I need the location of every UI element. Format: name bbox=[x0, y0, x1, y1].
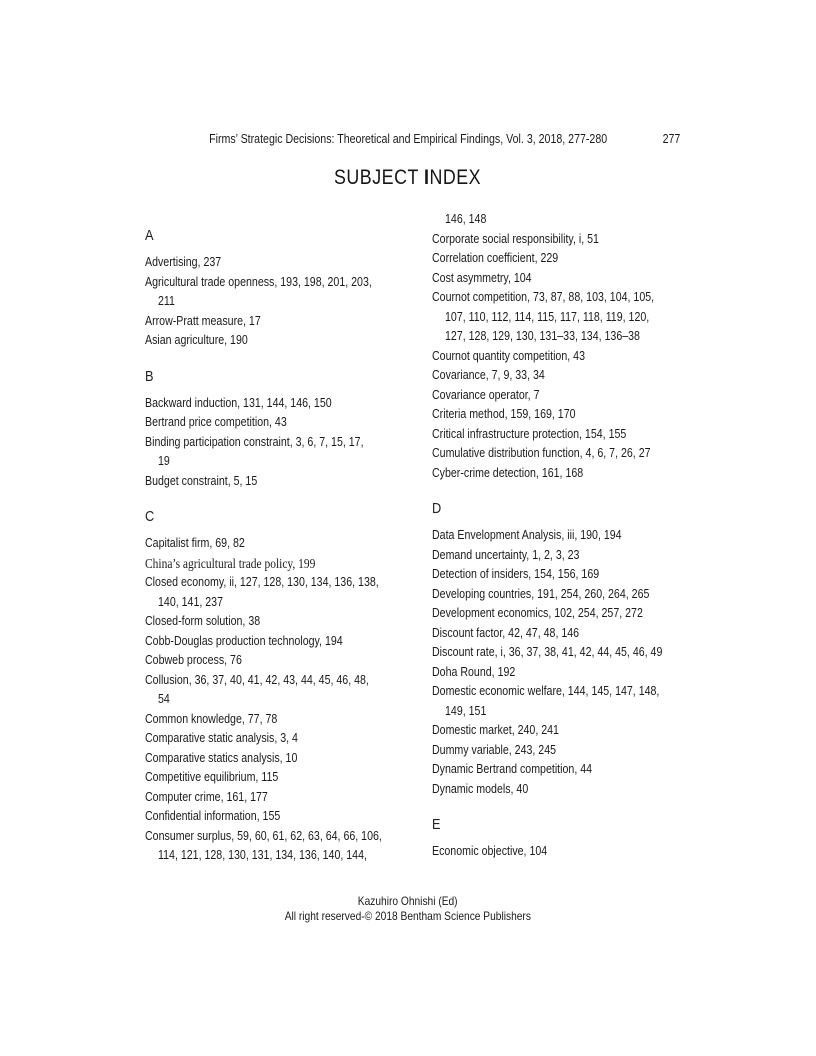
index-entry bbox=[145, 749, 425, 769]
index-entry-text: Cobb-Douglas production technology, 194 bbox=[145, 633, 343, 648]
index-entry-text: Binding participation constraint, 3, 6, 7, 15, 17, bbox=[145, 434, 364, 449]
index-entry-line bbox=[145, 690, 425, 710]
index-entry-line bbox=[145, 788, 425, 808]
index-column-left bbox=[145, 210, 425, 866]
index-entry-text: Closed economy, ii, 127, 128, 130, 134, 136, 138, bbox=[145, 575, 379, 589]
index-entry-text: Doha Round, 192 bbox=[432, 664, 516, 679]
index-entry-text: Bertrand price competition, 43 bbox=[145, 415, 287, 429]
index-entry bbox=[432, 347, 712, 367]
index-entry bbox=[432, 643, 712, 663]
index-entry bbox=[432, 464, 712, 484]
index-entry bbox=[145, 413, 425, 433]
page-footer bbox=[0, 894, 816, 923]
index-entry-text: Arrow-Pratt measure, 17 bbox=[145, 313, 261, 328]
index-entry-text: 140, 141, 237 bbox=[158, 594, 223, 609]
index-entry-text: 114, 121, 128, 130, 131, 134, 136, 140, 144, bbox=[158, 848, 367, 862]
index-entry-text: Computer crime, 161, 177 bbox=[145, 789, 268, 804]
index-entry-line bbox=[145, 534, 425, 554]
index-entry-line bbox=[432, 780, 712, 800]
section-letter bbox=[432, 799, 712, 842]
index-entry-line bbox=[432, 604, 712, 624]
index-entry-text: Confidential information, 155 bbox=[145, 809, 281, 823]
index-entry-line bbox=[145, 292, 425, 312]
index-entry-text: Discount factor, 42, 47, 48, 146 bbox=[432, 625, 580, 640]
index-entry-line bbox=[432, 347, 712, 367]
index-entry bbox=[432, 565, 712, 585]
index-entry-text: Critical infrastructure protection, 154, 155 bbox=[432, 426, 627, 441]
index-entry bbox=[145, 253, 425, 273]
index-entry bbox=[145, 671, 425, 710]
running-title bbox=[134, 132, 682, 147]
index-entry-line bbox=[145, 273, 425, 293]
index-entry-text: 211 bbox=[158, 294, 175, 308]
index-entry bbox=[145, 827, 425, 866]
index-entry-line bbox=[145, 729, 425, 749]
index-entry-text: Domestic economic welfare, 144, 145, 147, 148, bbox=[432, 684, 660, 698]
index-entry bbox=[145, 312, 425, 332]
index-entry-line bbox=[432, 702, 712, 722]
index-entry bbox=[145, 632, 425, 652]
index-entry bbox=[432, 230, 712, 250]
index-entry bbox=[432, 546, 712, 566]
index-entry-line bbox=[432, 230, 712, 250]
index-entry-text: Budget constraint, 5, 15 bbox=[145, 473, 258, 488]
index-entry-line bbox=[145, 651, 425, 671]
index-entry-text: Corporate social responsibility, i, 51 bbox=[432, 231, 599, 246]
index-entry-line bbox=[145, 554, 425, 574]
index-entry-line bbox=[432, 269, 712, 289]
index-entry-line bbox=[145, 710, 425, 730]
index-entry bbox=[145, 472, 425, 492]
index-entry bbox=[432, 210, 712, 230]
index-entry-text: Data Envelopment Analysis, iii, 190, 194 bbox=[432, 528, 622, 542]
index-entry-text: Criteria method, 159, 169, 170 bbox=[432, 407, 576, 421]
index-entry bbox=[145, 788, 425, 808]
title-bold-initial: I bbox=[424, 166, 430, 189]
index-entry-text: Cournot quantity competition, 43 bbox=[432, 348, 585, 363]
index-entry bbox=[432, 780, 712, 800]
index-entry-line bbox=[432, 565, 712, 585]
index-entry-line bbox=[432, 526, 712, 546]
index-entry bbox=[145, 573, 425, 612]
index-entry-line bbox=[432, 760, 712, 780]
index-entry bbox=[432, 741, 712, 761]
index-entry bbox=[145, 612, 425, 632]
index-entry-line bbox=[145, 612, 425, 632]
index-entry-line bbox=[145, 331, 425, 351]
index-entry-line bbox=[432, 210, 712, 230]
index-entry-line bbox=[432, 327, 712, 347]
index-entry-text: Discount rate, i, 36, 37, 38, 41, 42, 44, 45, 46, 49 bbox=[432, 645, 663, 659]
index-entry-line bbox=[432, 308, 712, 328]
index-entry-line bbox=[432, 741, 712, 761]
index-entry bbox=[432, 624, 712, 644]
index-entry bbox=[432, 842, 712, 862]
index-entry-line bbox=[432, 288, 712, 308]
index-entry bbox=[432, 760, 712, 780]
index-entry-line bbox=[145, 433, 425, 453]
index-entry-line bbox=[432, 624, 712, 644]
index-entry-line bbox=[432, 386, 712, 406]
index-entry-text: Cournot competition, 73, 87, 88, 103, 104, 105, bbox=[432, 290, 655, 304]
index-entry-text: Cobweb process, 76 bbox=[145, 653, 242, 667]
index-entry-line bbox=[145, 768, 425, 788]
index-entry-line bbox=[432, 721, 712, 741]
index-entry bbox=[432, 269, 712, 289]
index-entry-text: Asian agriculture, 190 bbox=[145, 333, 248, 347]
index-entry-line bbox=[432, 585, 712, 605]
index-entry-text: Demand uncertainty, 1, 2, 3, 23 bbox=[432, 547, 580, 562]
index-entry bbox=[432, 585, 712, 605]
index-entry-text: Dynamic models, 40 bbox=[432, 781, 529, 796]
index-entry bbox=[145, 273, 425, 312]
index-entry bbox=[145, 807, 425, 827]
index-entry-line bbox=[145, 312, 425, 332]
section-letter bbox=[145, 351, 425, 394]
index-entry bbox=[432, 663, 712, 683]
index-entry bbox=[145, 554, 425, 574]
index-entry-text: Correlation coefficient, 229 bbox=[432, 251, 559, 265]
page-title bbox=[0, 166, 816, 190]
index-entry-text: Covariance operator, 7 bbox=[432, 387, 540, 402]
section-letter bbox=[145, 491, 425, 534]
index-entry-text: 127, 128, 129, 130, 131–33, 134, 136–38 bbox=[445, 329, 640, 343]
index-entry bbox=[145, 331, 425, 351]
index-entry bbox=[432, 288, 712, 347]
footer-copyright-text: All right reserved-© 2018 Bentham Science Publishers bbox=[284, 908, 532, 923]
index-entry-line bbox=[432, 643, 712, 663]
index-entry bbox=[432, 386, 712, 406]
index-entry bbox=[432, 366, 712, 386]
index-entry-line bbox=[432, 405, 712, 425]
index-entry bbox=[432, 604, 712, 624]
index-entry bbox=[432, 526, 712, 546]
index-entry-line bbox=[145, 807, 425, 827]
index-entry bbox=[145, 651, 425, 671]
index-entry-line bbox=[145, 394, 425, 414]
running-title-text: Firms’ Strategic Decisions: Theoretical and Empirical Findings, Vol. 3, 2018, 277-280 bbox=[208, 132, 608, 146]
index-entry-line bbox=[432, 842, 712, 862]
index-entry-line bbox=[145, 632, 425, 652]
index-entry-text: Capitalist firm, 69, 82 bbox=[145, 536, 245, 550]
index-column-right bbox=[432, 210, 712, 862]
index-entry bbox=[145, 433, 425, 472]
index-entry-line bbox=[432, 546, 712, 566]
index-entry bbox=[145, 710, 425, 730]
index-entry-line bbox=[145, 827, 425, 847]
index-entry-text: Developing countries, 191, 254, 260, 264, 265 bbox=[432, 586, 650, 601]
index-entry-line bbox=[432, 425, 712, 445]
index-entry-text: 107, 110, 112, 114, 115, 117, 118, 119, 120, bbox=[445, 309, 650, 324]
section-letter-text: C bbox=[145, 508, 155, 525]
index-entry-line bbox=[432, 444, 712, 464]
index-entry-text: Advertising, 237 bbox=[145, 255, 222, 269]
index-entry bbox=[145, 394, 425, 414]
index-entry bbox=[432, 444, 712, 464]
index-entry bbox=[145, 729, 425, 749]
section-letter-text: D bbox=[432, 500, 442, 517]
index-entry-text: Development economics, 102, 254, 257, 272 bbox=[432, 606, 643, 620]
section-letter-text: B bbox=[145, 367, 154, 385]
footer-editor-line bbox=[0, 894, 816, 909]
index-entry-line bbox=[145, 452, 425, 472]
index-entry-text: Cyber-crime detection, 161, 168 bbox=[432, 465, 584, 480]
index-entry bbox=[432, 405, 712, 425]
index-entry-text: Agricultural trade openness, 193, 198, 201, 203, bbox=[145, 274, 372, 289]
index-entry-text: 54 bbox=[158, 692, 170, 706]
index-entry bbox=[432, 682, 712, 721]
index-entry-line bbox=[432, 366, 712, 386]
index-entry-text: 149, 151 bbox=[445, 703, 487, 718]
section-letter-text: E bbox=[432, 816, 441, 833]
index-entry-line bbox=[145, 593, 425, 613]
index-entry-text: Consumer surplus, 59, 60, 61, 62, 63, 64, 66, 106, bbox=[145, 828, 382, 843]
index-entry-text: Comparative statics analysis, 10 bbox=[145, 750, 298, 765]
index-entry-line bbox=[432, 464, 712, 484]
index-entry bbox=[432, 425, 712, 445]
index-entry-text: Backward induction, 131, 144, 146, 150 bbox=[145, 395, 332, 410]
section-letter bbox=[145, 210, 425, 253]
footer-copyright-line bbox=[0, 909, 816, 924]
index-entry-line bbox=[145, 472, 425, 492]
index-entry-text: Collusion, 36, 37, 40, 41, 42, 43, 44, 45, 46, 48, bbox=[145, 672, 369, 687]
index-entry-text: Comparative static analysis, 3, 4 bbox=[145, 731, 298, 745]
footer-editor-text: Kazuhiro Ohnishi (Ed) bbox=[358, 894, 458, 908]
index-entry-text: Cost asymmetry, 104 bbox=[432, 270, 532, 285]
index-entry-text: Closed-form solution, 38 bbox=[145, 614, 261, 628]
index-entry-text: Competitive equilibrium, 115 bbox=[145, 770, 279, 784]
index-entry-text: 19 bbox=[158, 454, 170, 468]
index-entry bbox=[145, 534, 425, 554]
index-entry-line bbox=[145, 413, 425, 433]
index-entry-text: Dummy variable, 243, 245 bbox=[432, 742, 557, 757]
page-title-text bbox=[334, 166, 481, 190]
page-header bbox=[134, 132, 682, 147]
index-entry-text: Cumulative distribution function, 4, 6, 7, 26, 27 bbox=[432, 446, 651, 460]
section-letter bbox=[432, 483, 712, 526]
title-pre: SUBJECT bbox=[334, 166, 420, 189]
index-entry-line bbox=[432, 682, 712, 702]
index-entry-line bbox=[432, 663, 712, 683]
index-entry-line bbox=[145, 671, 425, 691]
index-entry-text: Domestic market, 240, 241 bbox=[432, 723, 559, 737]
page-number-text: 277 bbox=[662, 132, 681, 146]
index-entry bbox=[432, 721, 712, 741]
title-post: NDEX bbox=[429, 166, 482, 189]
index-entry-text: Economic objective, 104 bbox=[432, 844, 548, 858]
index-entry-line bbox=[145, 573, 425, 593]
index-entry-text: China’s agricultural trade policy, 199 bbox=[145, 555, 316, 571]
index-entry bbox=[432, 249, 712, 269]
index-entry bbox=[145, 768, 425, 788]
index-entry-text: Common knowledge, 77, 78 bbox=[145, 711, 278, 726]
index-entry-line bbox=[432, 249, 712, 269]
section-letter-text: A bbox=[145, 227, 154, 244]
index-entry-text: Detection of insiders, 154, 156, 169 bbox=[432, 567, 600, 581]
index-entry-line bbox=[145, 253, 425, 273]
index-entry-text: 146, 148 bbox=[445, 212, 487, 226]
index-entry-text: Covariance, 7, 9, 33, 34 bbox=[432, 368, 545, 382]
index-entry-line bbox=[145, 749, 425, 769]
index-entry-text: Dynamic Bertrand competition, 44 bbox=[432, 762, 593, 776]
page-number bbox=[661, 132, 682, 147]
index-entry-line bbox=[145, 846, 425, 866]
